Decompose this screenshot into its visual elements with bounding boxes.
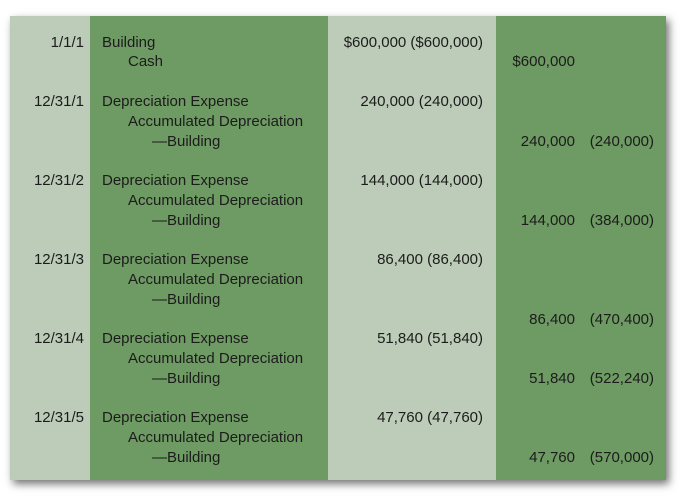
entry-date: 12/31/1 — [33, 93, 84, 110]
credit-column — [496, 16, 666, 480]
debit-account: Depreciation Expense — [102, 330, 249, 347]
running-balance: (384,000) — [589, 212, 654, 229]
credit-amount: 144,000 — [520, 212, 575, 229]
credit-account: Accumulated Depreciation — [128, 192, 304, 209]
credit-account-sub: —Building — [152, 449, 221, 466]
entry-date: 12/31/2 — [33, 172, 84, 189]
debit-amount: 144,000 (144,000) — [360, 172, 483, 189]
credit-account-sub: —Building — [152, 133, 221, 150]
credit-amount: $600,000 — [512, 53, 575, 70]
entry-date: 12/31/5 — [33, 409, 84, 426]
entry-date: 1/1/1 — [50, 34, 84, 51]
credit-account: Accumulated Depreciation — [128, 271, 304, 288]
debit-account: Depreciation Expense — [102, 409, 249, 426]
credit-amount: 51,840 — [529, 370, 575, 387]
debit-amount: $600,000 ($600,000) — [343, 34, 483, 51]
debit-amount: 51,840 (51,840) — [377, 330, 483, 347]
running-balance: (522,240) — [589, 370, 654, 387]
credit-amount: 86,400 — [529, 311, 575, 328]
credit-amount: 240,000 — [520, 133, 575, 150]
debit-amount: 47,760 (47,760) — [377, 409, 483, 426]
credit-amount: 47,760 — [529, 449, 575, 466]
entry-date: 12/31/4 — [33, 330, 84, 347]
debit-amount: 86,400 (86,400) — [377, 251, 483, 268]
running-balance: (240,000) — [589, 133, 654, 150]
credit-account-sub: —Building — [152, 212, 221, 229]
credit-account: Accumulated Depreciation — [128, 113, 304, 130]
debit-amount: 240,000 (240,000) — [360, 93, 483, 110]
debit-account: Depreciation Expense — [102, 172, 249, 189]
credit-account: Cash — [128, 53, 164, 70]
credit-account-sub: —Building — [152, 291, 221, 308]
debit-account: Building — [102, 34, 156, 51]
credit-account: Accumulated Depreciation — [128, 350, 304, 367]
credit-account: Accumulated Depreciation — [128, 429, 304, 446]
journal-entries-table — [10, 16, 666, 480]
debit-account: Depreciation Expense — [102, 93, 249, 110]
running-balance: (570,000) — [589, 449, 654, 466]
entry-date: 12/31/3 — [33, 251, 84, 268]
running-balance: (470,400) — [589, 311, 654, 328]
credit-account-sub: —Building — [152, 370, 221, 387]
debit-account: Depreciation Expense — [102, 251, 249, 268]
